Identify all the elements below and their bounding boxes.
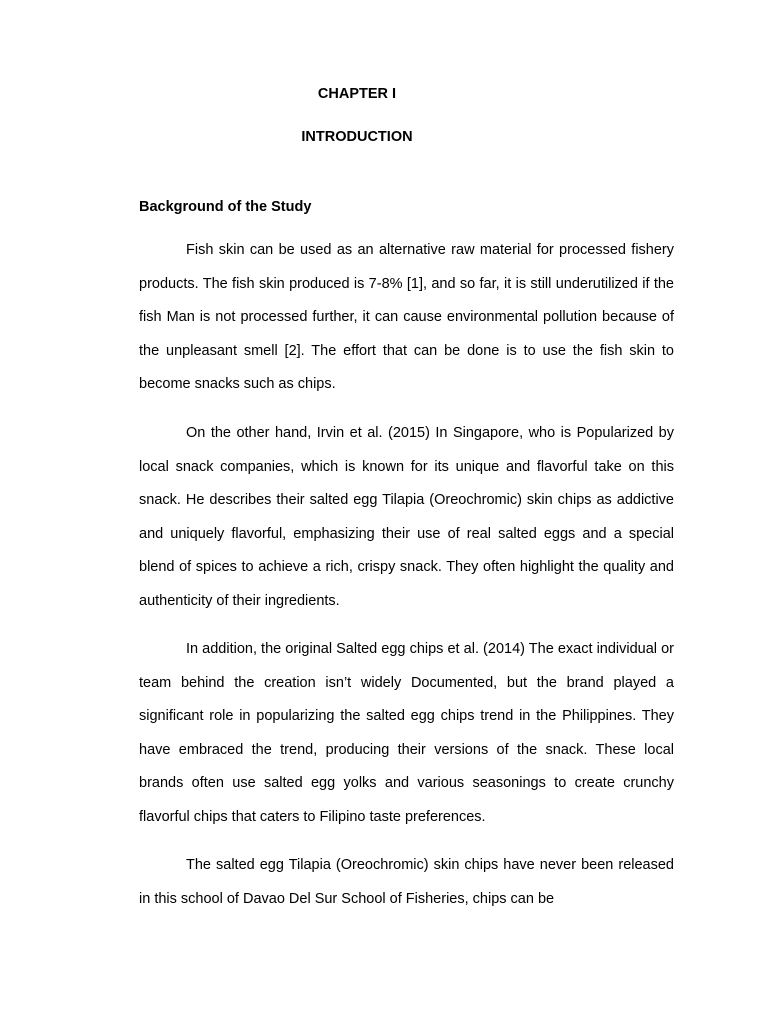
paragraph: In addition, the original Salted egg chips et al. (2014) The exact individual or team behind the creation isn’t widely Documented, but the brand played a significant role in popularizing the salted egg chips trend in the Philippines. They have embraced the trend, producing their versions of the snack. These local brands often use salted egg yolks and various seasonings to create crunchy flavorful chips that caters to Filipino taste preferences. (139, 641, 674, 825)
paragraph: Fish skin can be used as an alternative raw material for processed fishery products. The fish skin produced is 7-8% [1], and so far, it is still underutilized if the fish Man is not processed further, it can cause environmental pollution because of the unpleasant smell [2]. The effort that can be done is to use the fish skin to become snacks such as chips. (139, 242, 674, 393)
chapter-title: INTRODUCTION (301, 129, 413, 145)
chapter-heading: CHAPTER I (317, 86, 397, 102)
section-heading: Background of the Study (139, 199, 312, 215)
paragraph: On the other hand, Irvin et al. (2015) In Singapore, who is Popularized by local snack companies, which is known for its unique and flavorful take on this snack. He describes their salted egg Tilapia (Oreochromic) skin chips as addictive and uniquely flavorful, emphasizing their use of real salted eggs and a special blend of spices to achieve a rich, crispy snack. They often highlight the quality and authenticity of their ingredients. (139, 425, 674, 609)
paragraph: The salted egg Tilapia (Oreochromic) skin chips have never been released in this school of Davao Del Sur School of Fisheries, chips can be (139, 857, 674, 907)
